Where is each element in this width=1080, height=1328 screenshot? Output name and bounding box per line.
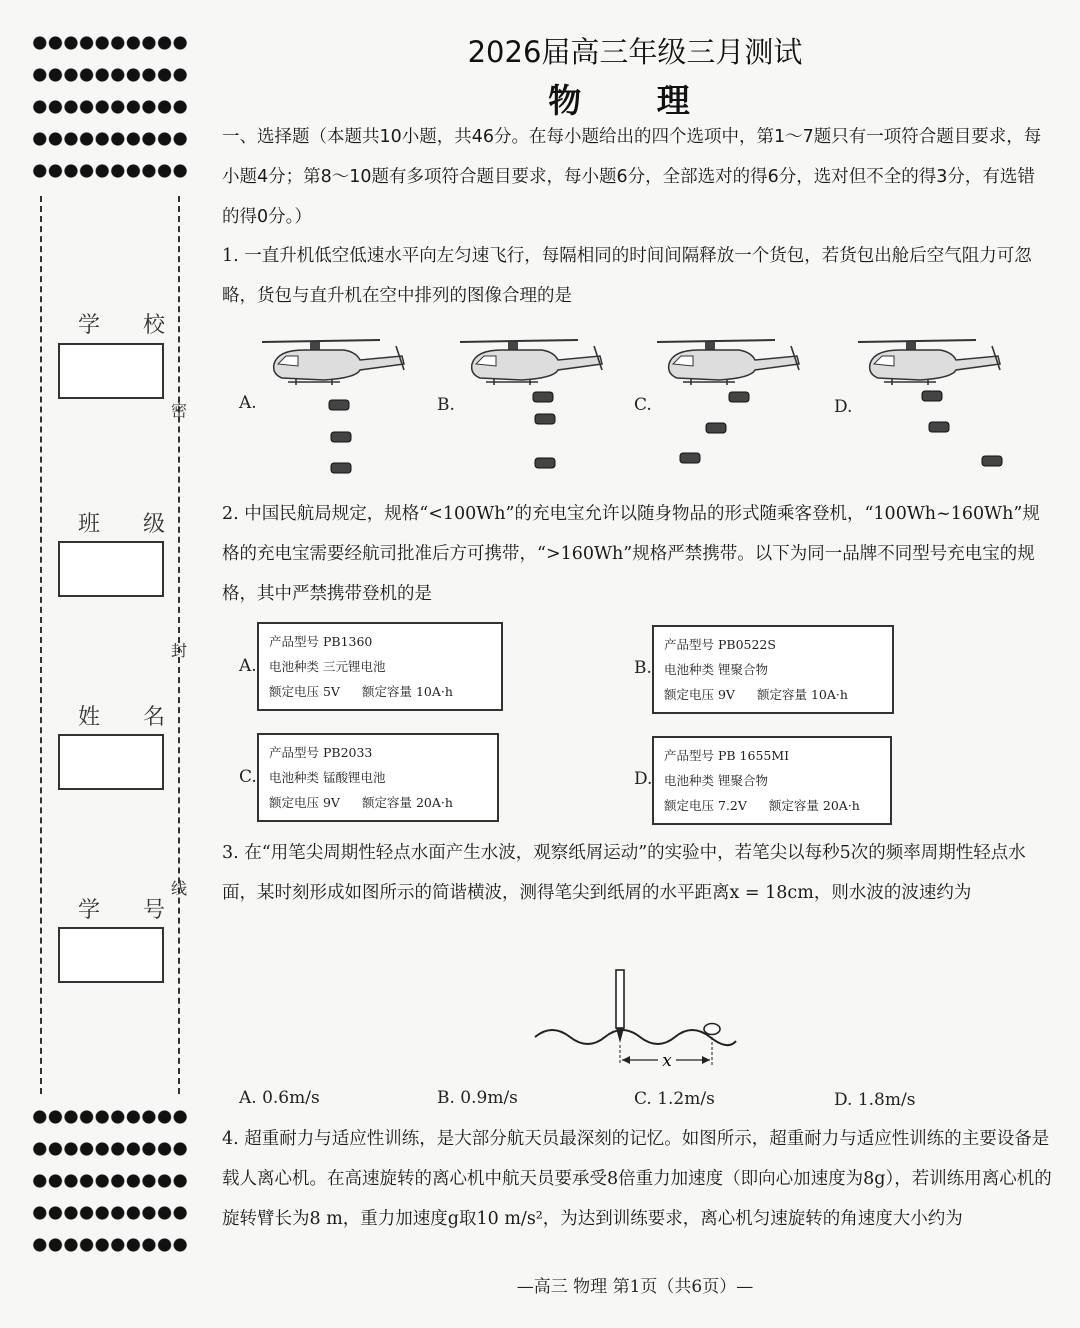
- cargo-package-icon: [533, 392, 553, 402]
- section-intro: 一、选择题（本题共10小题，共46分。在每小题给出的四个选项中，第1～7题只有一项符合题目要求，每小题4分；第8～10题有多项符合题目要求，每小题6分，全部选对的得6分，选对但不全的得3分，有选错的得0分。）: [222, 127, 1042, 227]
- cargo-package-icon: [922, 391, 942, 401]
- cargo-package-icon: [982, 456, 1002, 466]
- page-footer: —高三 物理 第1页（共6页）—: [516, 1277, 754, 1297]
- card-model: 产品型号 PB2033: [269, 745, 373, 760]
- q3-option-c[interactable]: C. 1.2m/s: [634, 1089, 715, 1109]
- cargo-package-icon: [535, 458, 555, 468]
- q2-card-b[interactable]: [652, 625, 894, 714]
- seal-char-mi: 密: [171, 401, 188, 420]
- q2-card-d[interactable]: [652, 736, 892, 825]
- q1-option-b[interactable]: B.: [437, 395, 455, 415]
- card-capacity: 额定容量 10A·h: [361, 684, 453, 699]
- seal-char-feng: 封: [171, 641, 188, 660]
- q3-option-a[interactable]: A. 0.6m/s: [239, 1088, 320, 1108]
- subject-title: 物 理: [548, 81, 722, 120]
- seal-char-xian: 线: [171, 879, 188, 898]
- card-voltage: 额定电压 5V: [269, 684, 340, 699]
- exam-title: 2026届高三年级三月测试: [467, 35, 803, 69]
- cargo-package-icon: [331, 432, 351, 442]
- q2-card-a[interactable]: [257, 622, 503, 711]
- card-type: 电池种类 锰酸锂电池: [269, 770, 386, 785]
- q2-option-b-letter[interactable]: B.: [634, 658, 652, 678]
- q1-option-c[interactable]: C.: [634, 395, 652, 415]
- name-label: 姓 名: [78, 705, 183, 730]
- pen-icon: [616, 970, 624, 1043]
- helicopter-icon: [858, 340, 1000, 385]
- class-label: 班 级: [78, 512, 183, 537]
- q2-option-a-letter[interactable]: A.: [239, 656, 257, 676]
- card-model: 产品型号 PB0522S: [664, 637, 776, 652]
- q3-option-b[interactable]: B. 0.9m/s: [437, 1088, 518, 1108]
- cargo-package-icon: [706, 423, 726, 433]
- question-1-stem: 1. 一直升机低空低速水平向左匀速飞行，每隔相同的时间间隔释放一个货包，若货包出舱后空气阻力可忽略，货包与直升机在空中排列的图像合理的是: [222, 246, 1032, 306]
- helicopter-icon: [460, 340, 602, 385]
- q3-option-d[interactable]: D. 1.8m/s: [834, 1090, 916, 1110]
- card-type: 电池种类 锂聚合物: [664, 773, 768, 788]
- school-label: 学 校: [78, 313, 183, 338]
- card-type: 电池种类 三元锂电池: [269, 659, 386, 674]
- question-2-stem: 2. 中国民航局规定，规格“<100Wh”的充电宝允许以随身物品的形式随乘客登机，“100Wh~160Wh”规格的充电宝需要经航司批准后方可携带，“>160Wh”规格严禁携带。以下为同一品牌不同型号充电宝的规格，其中严禁携带登机的是: [222, 504, 1040, 604]
- cargo-package-icon: [729, 392, 749, 402]
- question-4-stem: 4. 超重耐力与适应性训练，是大部分航天员最深刻的记忆。如图所示，超重耐力与适应性训练的主要设备是载人离心机。在高速旋转的离心机中航天员要承受8倍重力加速度（即向心加速度为8g），若训练用离心机的旋转臂长为8 m，重力加速度g取10 m/s²，为达到训练要求，离心机匀速旋转的角速度大小约为: [222, 1129, 1052, 1229]
- paper-scrap: [704, 1024, 720, 1035]
- card-capacity: 额定容量 20A·h: [361, 795, 453, 810]
- question-3-stem: 3. 在“用笔尖周期性轻点水面产生水波，观察纸屑运动”的实验中，若笔尖以每秒5次的频率周期性轻点水面，某时刻形成如图所示的简谐横波，测得笔尖到纸屑的水平距离x = 18cm，则水波的波速约为: [222, 843, 1026, 903]
- card-type: 电池种类 锂聚合物: [664, 662, 768, 677]
- q2-option-d-letter[interactable]: D.: [634, 769, 653, 789]
- card-model: 产品型号 PB 1655MI: [664, 748, 790, 763]
- helicopter-icon: [657, 340, 799, 385]
- wave-figure: [530, 965, 750, 1075]
- cargo-package-icon: [680, 453, 700, 463]
- card-voltage: 额定电压 7.2V: [664, 798, 747, 813]
- card-capacity: 额定容量 10A·h: [756, 687, 848, 702]
- card-capacity: 额定容量 20A·h: [768, 798, 860, 813]
- q2-card-c[interactable]: [257, 733, 499, 822]
- q1-option-d[interactable]: D.: [834, 397, 853, 417]
- card-model: 产品型号 PB1360: [269, 634, 373, 649]
- card-voltage: 额定电压 9V: [664, 687, 735, 702]
- cargo-package-icon: [929, 422, 949, 432]
- student-id-label: 学 号: [78, 898, 183, 923]
- helicopter-icon: [262, 340, 404, 385]
- q1-option-a[interactable]: A.: [239, 393, 257, 413]
- distance-label: x: [662, 1051, 672, 1071]
- card-voltage: 额定电压 9V: [269, 795, 340, 810]
- cargo-package-icon: [331, 463, 351, 473]
- cargo-package-icon: [535, 414, 555, 424]
- q2-option-c-letter[interactable]: C.: [239, 767, 257, 787]
- cargo-package-icon: [329, 400, 349, 410]
